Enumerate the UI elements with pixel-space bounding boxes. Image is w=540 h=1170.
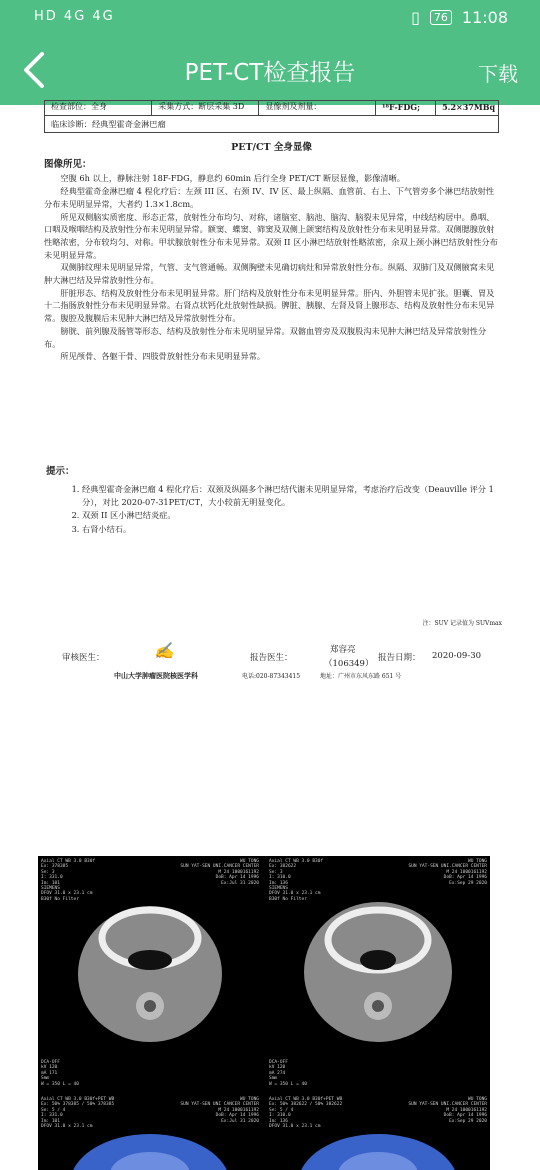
- clock: 11:08: [461, 8, 508, 27]
- panel-info: WU TONG SUN YAT-SEN UNI.CANCER CENTER M 24 1000161192 DoB: Apr 14 1996 Ex:Sep 29 2020: [408, 859, 487, 886]
- network-indicators: HD 4G 4G: [34, 9, 115, 24]
- acquisition-cell: 采集方式：断层采集 3D: [152, 101, 259, 115]
- impression-section: [46, 462, 501, 536]
- tip-item: 1. 经典型霍奇金淋巴瘤 4 程化疗后：双颈及纵隔多个淋巴结代谢未见明显异常，考虑治疗后改变（Deauville 评分 1 分），对比 2020-07-31PET/CT，大小较前无明显变化。: [82, 483, 501, 509]
- section-title: PET/CT 全身显像: [231, 142, 312, 153]
- panel-info: WU TONG SUN YAT-SEN UNI.CANCER CENTER M 24 1000161192 DoB: Apr 14 1996 Ex:Sep 29 2020: [408, 1097, 487, 1124]
- fusion-panel-2: [266, 1094, 490, 1170]
- tracer-name-cell: ¹⁸F-FDG;: [376, 101, 436, 115]
- finding-paragraph: 所见双侧脑实质密度、形态正常，放射性分布均匀、对称，诸脑室、脑池、脑沟、脑裂未见异常，中线结构居中。鼻咽、口咽及喉咽结构及放射性分布未见明显异常。额窦、蝶窦、筛窦及双侧上颌窦结构及放射性分布未见明显异常。双侧腮腺放射性略浓密，分布较均匀、对称。甲状腺放射性分布未见异常。双颈 II 区小淋巴结放射性略浓密，余双上颈小淋巴结放射性分布未见明显异常。: [44, 211, 498, 260]
- report-document: [44, 100, 499, 363]
- app-bar: [0, 38, 540, 105]
- ct-panel-2: [266, 856, 490, 1090]
- panel-info: Axial CT WB 3.0 B30f Ex: 378385 Se: 3 I: 331.0 Im: 101 SIEMENS DFOV 31.0 x 23.1 cm B30f No Filter: [41, 859, 96, 902]
- tracer-cell: 显像剂及剂量：: [259, 101, 376, 115]
- suv-note: 注：SUV 记录值为 SUVmax: [422, 620, 502, 627]
- clinical-diagnosis: 临床诊断：经典型霍奇金淋巴瘤: [44, 116, 499, 133]
- status-bar: [0, 0, 540, 38]
- panel-info: Axial CT WB 3.0 B30f+PET WB Ex: 50% 378385 / 50% 378385 Se: 5 / 4 I: 331.0 Im: 101 DFOV 31.0 x 23.1 cm: [41, 1097, 115, 1129]
- reviewer-label: 审核医生：: [62, 653, 105, 663]
- tip-item: 3. 右肾小结石。: [82, 523, 501, 536]
- vibrate-icon: ▯: [411, 8, 420, 27]
- status-right: [411, 8, 508, 27]
- finding-paragraph: 所见颅骨、各躯干骨、四肢骨放射性分布未见明显异常。: [60, 351, 266, 362]
- scan-images[interactable]: [38, 856, 490, 1170]
- finding-paragraph: 双侧肺纹理未见明显异常，气管、支气管通畅。双侧胸壁未见确切病灶和异常放射性分布。纵隔、双肺门及双侧腋窝未见肿大淋巴结及异常放射性分布。: [44, 262, 495, 286]
- reporter-id: （106349）: [324, 659, 374, 669]
- report-date: 2020-09-30: [432, 651, 482, 661]
- panel-info: WU TONG SUN YAT-SEN UNI CANCER CENTER M 24 1000161192 DoB: Apr 14 1996 Ex:Jul 31 2020: [180, 1097, 259, 1124]
- dose-cell: 5.2×37MBq: [442, 102, 496, 112]
- date-label: 报告日期：: [378, 653, 421, 663]
- panel-info: DCA-OFF kV 120 mA 171 Smm W = 350 L = 40: [41, 1060, 79, 1087]
- panel-info: WU TONG SUN YAT-SEN UNI.CANCER CENTER M 24 1000161192 DoB: Apr 14 1996 Ex:Jul 31 2020: [180, 859, 259, 886]
- findings-label: 图像所见：: [44, 158, 92, 170]
- header-row: [44, 100, 499, 116]
- download-button[interactable]: 下载: [478, 62, 518, 86]
- finding-paragraph: 空腹 6h 以上，静脉注射 18F-FDG，静息约 60min 后行全身 PET/CT 断层显像，影像清晰。: [60, 173, 405, 184]
- reviewer-signature: ✍: [154, 641, 174, 660]
- panel-info: Axial CT WB 3.0 B30f+PET WB Ex: 50% 382622 / 50% 382622 Se: 5 / 4 I: 310.0 Im: 136 DFOV 31.0 x 23.1 cm: [269, 1097, 343, 1129]
- signature-block: [62, 618, 502, 687]
- finding-paragraph: 膀胱、前列腺及肠管等形态、结构及放射性分布未见明显异常。双髂血管旁及双腹股沟未见肿大淋巴结及异常放射性分布。: [44, 325, 487, 349]
- tips-label: 提示：: [46, 466, 75, 477]
- hospital-name: 中山大学肿瘤医院核医学科: [114, 671, 198, 680]
- tip-item: 2. 双颈 II 区小淋巴结炎症。: [82, 509, 501, 522]
- exam-site-cell: 检查部位：全身: [45, 101, 152, 115]
- battery-icon: 76: [430, 10, 452, 25]
- ct-panel-1: [38, 856, 262, 1090]
- panel-info: DCA-OFF kV 120 mA 274 Smm W = 350 L = 40: [269, 1060, 307, 1087]
- address: 地址：广州市东风东路 651 号: [320, 673, 402, 680]
- panel-info: Axial CT WB 3.0 B30f Ex: 382622 Se: 3 I: 310.0 Im: 136 SIEMENS DFOV 31.0 x 23.1 cm B30f No Filter: [269, 859, 324, 902]
- phone: 电话:020-87343415: [242, 673, 301, 680]
- finding-paragraph: 肝脏形态、结构及放射性分布未见明显异常。肝门结构及放射性分布未见明显异常。肝内、外胆管未见扩张。胆囊、胃及十二指肠放射性分布未见明显异常。右肾点状钙化灶放射性缺损。脾脏、胰腺、左肾及肾上腺形态、结构及放射性分布未见异常。腹腔及腹膜后未见肿大淋巴结及异常放射性分布。: [44, 287, 495, 324]
- finding-paragraph: 经典型霍奇金淋巴瘤 4 程化疗后：左颈 III 区、右颈 IV、IV 区、最上纵隔、血管前、右上、下气管旁多个淋巴结放射性分布未见明显异常，大者约 1.3×1.8cm。: [44, 186, 495, 209]
- page-title: PET-CT检查报告: [184, 60, 356, 86]
- reporter-name: 郑容亮: [330, 645, 356, 655]
- fusion-panel-1: [38, 1094, 262, 1170]
- reporter-label: 报告医生：: [250, 653, 293, 663]
